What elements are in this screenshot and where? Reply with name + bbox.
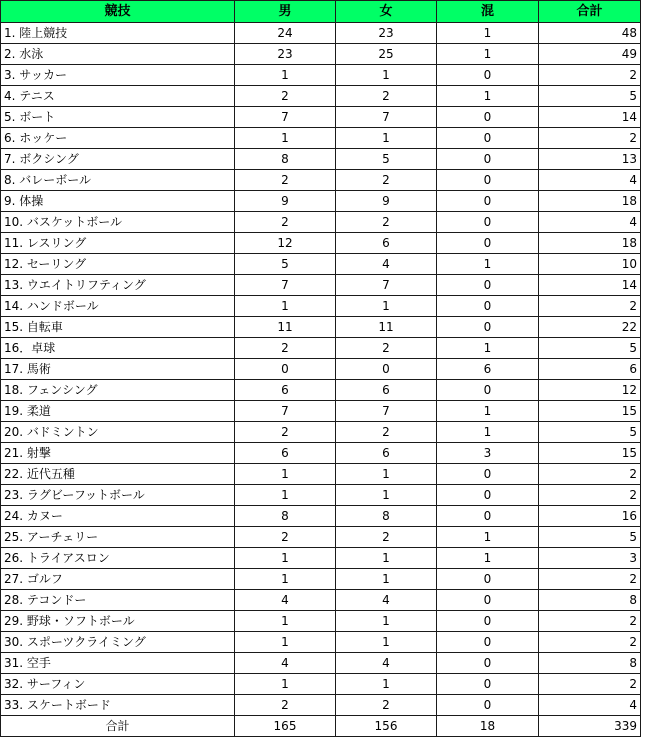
total-count-cell: 3 (539, 548, 641, 569)
table-row (1, 191, 641, 212)
total-count-cell: 2 (539, 128, 641, 149)
women-count-cell: 2 (336, 422, 437, 443)
table-row (1, 128, 641, 149)
header-mixed: 混 (437, 1, 539, 23)
mixed-count-cell: 1 (437, 548, 539, 569)
sport-name-cell: 30. スポーツクライミング (1, 632, 235, 653)
mixed-count-cell: 0 (437, 611, 539, 632)
table-footer (1, 716, 641, 737)
total-row (1, 716, 641, 737)
men-count-cell: 2 (235, 86, 336, 107)
total-count-cell: 2 (539, 485, 641, 506)
mixed-count-cell: 0 (437, 275, 539, 296)
men-count-cell: 7 (235, 107, 336, 128)
mixed-count-cell: 0 (437, 674, 539, 695)
women-count-cell: 25 (336, 44, 437, 65)
men-count-cell: 1 (235, 296, 336, 317)
total-mixed: 18 (437, 716, 539, 737)
women-count-cell: 1 (336, 548, 437, 569)
women-count-cell: 1 (336, 485, 437, 506)
table-row (1, 107, 641, 128)
men-count-cell: 1 (235, 65, 336, 86)
header-row (1, 1, 641, 23)
sport-name-cell: 2. 水泳 (1, 44, 235, 65)
men-count-cell: 1 (235, 569, 336, 590)
women-count-cell: 2 (336, 338, 437, 359)
total-label: 合計 (1, 716, 235, 737)
men-count-cell: 7 (235, 275, 336, 296)
sport-name-cell: 33. スケートボード (1, 695, 235, 716)
sport-name-cell: 32. サーフィン (1, 674, 235, 695)
table-row (1, 695, 641, 716)
total-count-cell: 13 (539, 149, 641, 170)
men-count-cell: 7 (235, 401, 336, 422)
mixed-count-cell: 6 (437, 359, 539, 380)
men-count-cell: 1 (235, 632, 336, 653)
total-count-cell: 2 (539, 674, 641, 695)
men-count-cell: 2 (235, 170, 336, 191)
table-row (1, 317, 641, 338)
women-count-cell: 1 (336, 632, 437, 653)
header-men: 男 (235, 1, 336, 23)
table-row (1, 254, 641, 275)
men-count-cell: 4 (235, 653, 336, 674)
total-count-cell: 5 (539, 422, 641, 443)
total-count-cell: 48 (539, 23, 641, 44)
table-row (1, 674, 641, 695)
table-row (1, 527, 641, 548)
sport-name-cell: 18. フェンシング (1, 380, 235, 401)
mixed-count-cell: 1 (437, 254, 539, 275)
table-row (1, 464, 641, 485)
table-row (1, 548, 641, 569)
women-count-cell: 4 (336, 590, 437, 611)
total-count-cell: 5 (539, 527, 641, 548)
women-count-cell: 1 (336, 296, 437, 317)
total-count-cell: 2 (539, 632, 641, 653)
women-count-cell: 1 (336, 464, 437, 485)
mixed-count-cell: 1 (437, 23, 539, 44)
sport-name-cell: 3. サッカー (1, 65, 235, 86)
women-count-cell: 11 (336, 317, 437, 338)
total-count-cell: 4 (539, 212, 641, 233)
table-row (1, 569, 641, 590)
men-count-cell: 1 (235, 464, 336, 485)
men-count-cell: 23 (235, 44, 336, 65)
men-count-cell: 4 (235, 590, 336, 611)
women-count-cell: 2 (336, 695, 437, 716)
header-women: 女 (336, 1, 437, 23)
mixed-count-cell: 1 (437, 401, 539, 422)
sport-name-cell: 31. 空手 (1, 653, 235, 674)
total-total: 339 (539, 716, 641, 737)
table-row (1, 590, 641, 611)
sport-name-cell: 20. バドミントン (1, 422, 235, 443)
women-count-cell: 6 (336, 443, 437, 464)
table-row (1, 485, 641, 506)
table-row (1, 359, 641, 380)
mixed-count-cell: 0 (437, 191, 539, 212)
women-count-cell: 2 (336, 212, 437, 233)
sport-name-cell: 1. 陸上競技 (1, 23, 235, 44)
sport-name-cell: 15. 自転車 (1, 317, 235, 338)
table-row (1, 632, 641, 653)
men-count-cell: 11 (235, 317, 336, 338)
sport-name-cell: 27. ゴルフ (1, 569, 235, 590)
women-count-cell: 1 (336, 569, 437, 590)
women-count-cell: 23 (336, 23, 437, 44)
sport-name-cell: 11. レスリング (1, 233, 235, 254)
women-count-cell: 4 (336, 254, 437, 275)
total-count-cell: 2 (539, 65, 641, 86)
mixed-count-cell: 1 (437, 338, 539, 359)
total-count-cell: 2 (539, 611, 641, 632)
total-count-cell: 14 (539, 107, 641, 128)
sport-name-cell: 29. 野球・ソフトボール (1, 611, 235, 632)
total-women: 156 (336, 716, 437, 737)
men-count-cell: 5 (235, 254, 336, 275)
men-count-cell: 8 (235, 149, 336, 170)
total-count-cell: 49 (539, 44, 641, 65)
women-count-cell: 6 (336, 380, 437, 401)
women-count-cell: 6 (336, 233, 437, 254)
table-row (1, 422, 641, 443)
men-count-cell: 1 (235, 611, 336, 632)
men-count-cell: 0 (235, 359, 336, 380)
mixed-count-cell: 0 (437, 128, 539, 149)
table-row (1, 170, 641, 191)
mixed-count-cell: 0 (437, 107, 539, 128)
women-count-cell: 8 (336, 506, 437, 527)
total-count-cell: 8 (539, 653, 641, 674)
total-count-cell: 5 (539, 86, 641, 107)
sport-name-cell: 10. バスケットボール (1, 212, 235, 233)
sport-name-cell: 21. 射撃 (1, 443, 235, 464)
mixed-count-cell: 0 (437, 506, 539, 527)
men-count-cell: 2 (235, 338, 336, 359)
sport-name-cell: 17. 馬術 (1, 359, 235, 380)
total-count-cell: 4 (539, 695, 641, 716)
women-count-cell: 2 (336, 170, 437, 191)
mixed-count-cell: 0 (437, 569, 539, 590)
mixed-count-cell: 1 (437, 422, 539, 443)
table-row (1, 338, 641, 359)
header-total: 合計 (539, 1, 641, 23)
men-count-cell: 1 (235, 548, 336, 569)
men-count-cell: 6 (235, 443, 336, 464)
sport-name-cell: 28. テコンドー (1, 590, 235, 611)
mixed-count-cell: 0 (437, 485, 539, 506)
mixed-count-cell: 0 (437, 233, 539, 254)
table-row (1, 65, 641, 86)
sport-name-cell: 13. ウエイトリフティング (1, 275, 235, 296)
total-count-cell: 6 (539, 359, 641, 380)
mixed-count-cell: 0 (437, 317, 539, 338)
women-count-cell: 5 (336, 149, 437, 170)
table-row (1, 380, 641, 401)
sport-name-cell: 12. セーリング (1, 254, 235, 275)
men-count-cell: 1 (235, 128, 336, 149)
women-count-cell: 7 (336, 401, 437, 422)
total-count-cell: 4 (539, 170, 641, 191)
sport-name-cell: 22. 近代五種 (1, 464, 235, 485)
table-row (1, 506, 641, 527)
mixed-count-cell: 0 (437, 149, 539, 170)
table-row (1, 401, 641, 422)
women-count-cell: 2 (336, 527, 437, 548)
women-count-cell: 9 (336, 191, 437, 212)
women-count-cell: 2 (336, 86, 437, 107)
women-count-cell: 1 (336, 611, 437, 632)
men-count-cell: 9 (235, 191, 336, 212)
mixed-count-cell: 0 (437, 380, 539, 401)
men-count-cell: 8 (235, 506, 336, 527)
mixed-count-cell: 0 (437, 170, 539, 191)
women-count-cell: 1 (336, 128, 437, 149)
women-count-cell: 0 (336, 359, 437, 380)
table-body (1, 23, 641, 716)
total-count-cell: 16 (539, 506, 641, 527)
total-men: 165 (235, 716, 336, 737)
sport-name-cell: 7. ボクシング (1, 149, 235, 170)
men-count-cell: 2 (235, 212, 336, 233)
table-row (1, 86, 641, 107)
total-count-cell: 14 (539, 275, 641, 296)
men-count-cell: 2 (235, 422, 336, 443)
mixed-count-cell: 0 (437, 653, 539, 674)
table-row (1, 653, 641, 674)
total-count-cell: 2 (539, 569, 641, 590)
mixed-count-cell: 1 (437, 86, 539, 107)
sport-name-cell: 4. テニス (1, 86, 235, 107)
men-count-cell: 2 (235, 695, 336, 716)
men-count-cell: 12 (235, 233, 336, 254)
women-count-cell: 1 (336, 65, 437, 86)
men-count-cell: 2 (235, 527, 336, 548)
total-count-cell: 2 (539, 464, 641, 485)
total-count-cell: 2 (539, 296, 641, 317)
sport-name-cell: 25. アーチェリー (1, 527, 235, 548)
men-count-cell: 24 (235, 23, 336, 44)
sport-name-cell: 23. ラグビーフットボール (1, 485, 235, 506)
mixed-count-cell: 0 (437, 65, 539, 86)
mixed-count-cell: 3 (437, 443, 539, 464)
sport-name-cell: 14. ハンドボール (1, 296, 235, 317)
sport-name-cell: 6. ホッケー (1, 128, 235, 149)
table-row (1, 212, 641, 233)
sport-name-cell: 8. バレーボール (1, 170, 235, 191)
total-count-cell: 8 (539, 590, 641, 611)
table-row (1, 149, 641, 170)
sport-name-cell: 9. 体操 (1, 191, 235, 212)
mixed-count-cell: 1 (437, 44, 539, 65)
table-row (1, 611, 641, 632)
total-count-cell: 18 (539, 191, 641, 212)
women-count-cell: 7 (336, 275, 437, 296)
mixed-count-cell: 0 (437, 212, 539, 233)
table-row (1, 23, 641, 44)
sport-name-cell: 19. 柔道 (1, 401, 235, 422)
table-row (1, 275, 641, 296)
sport-name-cell: 26. トライアスロン (1, 548, 235, 569)
mixed-count-cell: 0 (437, 590, 539, 611)
header-sport: 競技 (1, 1, 235, 23)
women-count-cell: 1 (336, 674, 437, 695)
sport-name-cell: 5. ボート (1, 107, 235, 128)
women-count-cell: 7 (336, 107, 437, 128)
total-count-cell: 5 (539, 338, 641, 359)
women-count-cell: 4 (336, 653, 437, 674)
total-count-cell: 15 (539, 401, 641, 422)
men-count-cell: 1 (235, 674, 336, 695)
table-row (1, 296, 641, 317)
table-header (1, 1, 641, 23)
mixed-count-cell: 0 (437, 464, 539, 485)
mixed-count-cell: 0 (437, 296, 539, 317)
table-row (1, 44, 641, 65)
table-row (1, 443, 641, 464)
mixed-count-cell: 0 (437, 632, 539, 653)
total-count-cell: 12 (539, 380, 641, 401)
mixed-count-cell: 0 (437, 695, 539, 716)
sport-name-cell: 16．卓球 (1, 338, 235, 359)
men-count-cell: 1 (235, 485, 336, 506)
mixed-count-cell: 1 (437, 527, 539, 548)
men-count-cell: 6 (235, 380, 336, 401)
sport-name-cell: 24. カヌー (1, 506, 235, 527)
total-count-cell: 15 (539, 443, 641, 464)
total-count-cell: 10 (539, 254, 641, 275)
table-row (1, 233, 641, 254)
total-count-cell: 18 (539, 233, 641, 254)
total-count-cell: 22 (539, 317, 641, 338)
